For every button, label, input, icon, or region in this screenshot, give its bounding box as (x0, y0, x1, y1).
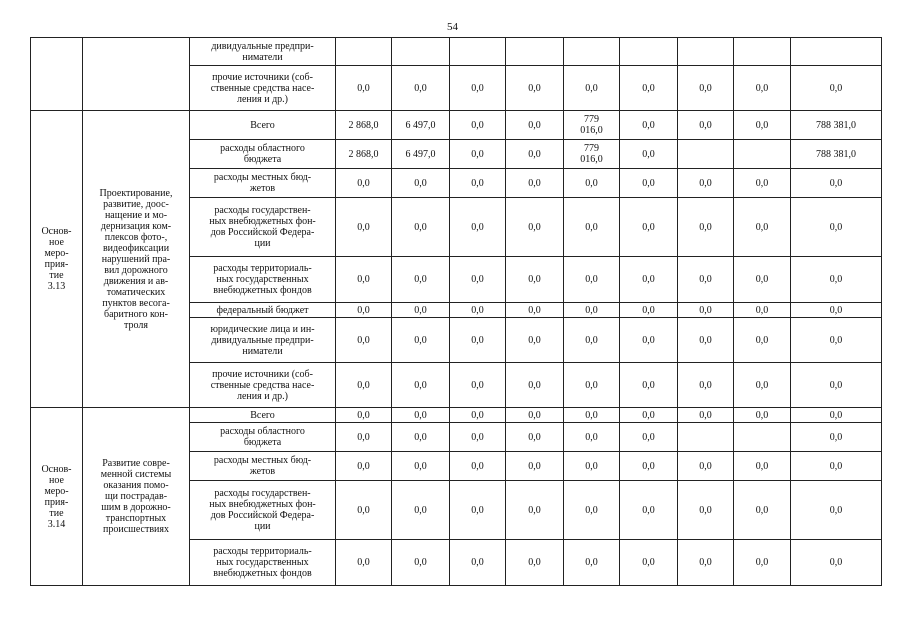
value-cell: 0,0 (734, 540, 791, 586)
value-cell: 0,0 (450, 318, 506, 363)
value-cell: 0,0 (336, 452, 392, 481)
value-cell: 0,0 (620, 257, 678, 303)
value-cell: 0,0 (336, 257, 392, 303)
value-cell: 0,0 (620, 111, 678, 140)
value-cell: 0,0 (506, 540, 564, 586)
value-cell: 0,0 (678, 481, 734, 540)
value-cell: 0,0 (392, 540, 450, 586)
value-cell: 0,0 (791, 257, 882, 303)
value-cell: 0,0 (734, 169, 791, 198)
value-cell: 0,0 (564, 540, 620, 586)
value-cell (678, 38, 734, 66)
funding-source-cell: прочие источники (соб- ственные средства насе- ления и др.) (190, 363, 336, 408)
value-cell: 0,0 (620, 303, 678, 318)
value-cell (450, 38, 506, 66)
value-cell: 788 381,0 (791, 140, 882, 169)
value-cell: 0,0 (450, 540, 506, 586)
value-cell: 0,0 (450, 198, 506, 257)
value-cell (678, 423, 734, 452)
value-cell: 779 016,0 (564, 111, 620, 140)
value-cell: 0,0 (506, 257, 564, 303)
value-cell: 2 868,0 (336, 111, 392, 140)
value-cell: 0,0 (564, 198, 620, 257)
table-row (31, 408, 882, 423)
value-cell: 0,0 (678, 452, 734, 481)
value-cell: 0,0 (564, 452, 620, 481)
description-cell: Развитие совре- менной системы оказания помо- щи пострадав- шим в дорожно- транспортных происшествиях (83, 408, 190, 586)
value-cell: 0,0 (506, 318, 564, 363)
page-number: 54 (447, 21, 458, 33)
value-cell (392, 38, 450, 66)
value-cell: 0,0 (450, 111, 506, 140)
value-cell: 0,0 (791, 169, 882, 198)
value-cell: 0,0 (336, 540, 392, 586)
value-cell: 0,0 (620, 408, 678, 423)
value-cell: 0,0 (392, 303, 450, 318)
value-cell (734, 38, 791, 66)
value-cell: 0,0 (450, 452, 506, 481)
value-cell: 0,0 (392, 318, 450, 363)
value-cell: 0,0 (791, 303, 882, 318)
value-cell: 0,0 (506, 452, 564, 481)
value-cell: 0,0 (336, 481, 392, 540)
value-cell: 6 497,0 (392, 140, 450, 169)
value-cell: 0,0 (791, 481, 882, 540)
value-cell: 0,0 (564, 481, 620, 540)
value-cell (791, 38, 882, 66)
value-cell: 0,0 (392, 423, 450, 452)
value-cell: 0,0 (678, 540, 734, 586)
funding-source-cell: расходы государствен- ных внебюджетных фон- дов Российской Федера- ции (190, 481, 336, 540)
value-cell: 0,0 (620, 481, 678, 540)
value-cell: 0,0 (734, 363, 791, 408)
funding-source-cell: расходы местных бюд- жетов (190, 169, 336, 198)
value-cell: 0,0 (564, 363, 620, 408)
funding-source-cell: расходы местных бюд- жетов (190, 452, 336, 481)
value-cell: 0,0 (620, 169, 678, 198)
value-cell: 0,0 (734, 198, 791, 257)
value-cell: 0,0 (734, 66, 791, 111)
value-cell: 0,0 (620, 140, 678, 169)
table-row (31, 111, 882, 140)
value-cell: 0,0 (450, 363, 506, 408)
value-cell: 0,0 (678, 363, 734, 408)
value-cell: 0,0 (392, 363, 450, 408)
value-cell (620, 38, 678, 66)
value-cell: 0,0 (336, 363, 392, 408)
funding-source-cell: Всего (190, 111, 336, 140)
value-cell: 0,0 (620, 423, 678, 452)
value-cell: 0,0 (450, 169, 506, 198)
value-cell: 0,0 (678, 318, 734, 363)
funding-source-cell: расходы территориаль- ных государственных внебюджетных фондов (190, 540, 336, 586)
budget-table (30, 37, 882, 586)
value-cell: 0,0 (506, 66, 564, 111)
value-cell: 0,0 (564, 169, 620, 198)
value-cell: 0,0 (450, 257, 506, 303)
value-cell: 0,0 (620, 66, 678, 111)
value-cell: 0,0 (392, 169, 450, 198)
table-row (31, 38, 882, 66)
value-cell: 0,0 (791, 198, 882, 257)
measure-cell (31, 38, 83, 111)
value-cell: 0,0 (506, 169, 564, 198)
measure-cell: Основ- ное меро- прия- тие 3.13 (31, 111, 83, 408)
value-cell: 0,0 (506, 363, 564, 408)
value-cell: 6 497,0 (392, 111, 450, 140)
value-cell: 0,0 (678, 66, 734, 111)
value-cell: 0,0 (791, 452, 882, 481)
value-cell: 0,0 (392, 408, 450, 423)
value-cell: 0,0 (734, 257, 791, 303)
value-cell: 0,0 (450, 408, 506, 423)
value-cell: 0,0 (392, 452, 450, 481)
value-cell: 0,0 (620, 540, 678, 586)
funding-source-cell: расходы территориаль- ных государственных внебюджетных фондов (190, 257, 336, 303)
value-cell: 0,0 (620, 363, 678, 408)
value-cell: 0,0 (392, 198, 450, 257)
value-cell: 0,0 (678, 111, 734, 140)
measure-cell: Основ- ное меро- прия- тие 3.14 (31, 408, 83, 586)
value-cell: 0,0 (678, 408, 734, 423)
value-cell: 0,0 (336, 408, 392, 423)
value-cell: 0,0 (791, 318, 882, 363)
value-cell: 0,0 (564, 66, 620, 111)
funding-source-cell: юридические лица и ин- дивидуальные предпри- ниматели (190, 318, 336, 363)
value-cell (336, 38, 392, 66)
value-cell: 0,0 (336, 318, 392, 363)
value-cell: 0,0 (450, 481, 506, 540)
value-cell: 0,0 (336, 66, 392, 111)
value-cell: 0,0 (506, 423, 564, 452)
value-cell: 0,0 (678, 303, 734, 318)
value-cell: 0,0 (791, 363, 882, 408)
value-cell: 0,0 (336, 169, 392, 198)
value-cell: 0,0 (506, 481, 564, 540)
value-cell: 0,0 (506, 408, 564, 423)
funding-source-cell: расходы областного бюджета (190, 423, 336, 452)
funding-source-cell: расходы государствен- ных внебюджетных фон- дов Российской Федера- ции (190, 198, 336, 257)
value-cell: 0,0 (564, 408, 620, 423)
value-cell: 0,0 (791, 540, 882, 586)
funding-source-cell: расходы областного бюджета (190, 140, 336, 169)
value-cell: 0,0 (336, 423, 392, 452)
value-cell (564, 38, 620, 66)
value-cell: 0,0 (392, 481, 450, 540)
value-cell: 0,0 (734, 481, 791, 540)
description-cell (83, 38, 190, 111)
value-cell: 0,0 (678, 169, 734, 198)
value-cell: 0,0 (336, 303, 392, 318)
value-cell: 0,0 (734, 303, 791, 318)
value-cell: 0,0 (791, 408, 882, 423)
value-cell: 0,0 (506, 111, 564, 140)
value-cell: 0,0 (450, 140, 506, 169)
value-cell: 0,0 (564, 257, 620, 303)
value-cell: 0,0 (678, 198, 734, 257)
value-cell: 0,0 (392, 66, 450, 111)
value-cell (506, 38, 564, 66)
value-cell: 0,0 (450, 423, 506, 452)
value-cell: 0,0 (506, 198, 564, 257)
value-cell: 0,0 (392, 257, 450, 303)
value-cell: 2 868,0 (336, 140, 392, 169)
funding-source-cell: федеральный бюджет (190, 303, 336, 318)
value-cell: 0,0 (678, 257, 734, 303)
value-cell: 0,0 (506, 140, 564, 169)
funding-source-cell: прочие источники (соб- ственные средства насе- ления и др.) (190, 66, 336, 111)
value-cell: 0,0 (564, 423, 620, 452)
value-cell (734, 140, 791, 169)
value-cell: 0,0 (620, 452, 678, 481)
value-cell: 779 016,0 (564, 140, 620, 169)
value-cell: 0,0 (791, 66, 882, 111)
value-cell: 0,0 (450, 303, 506, 318)
value-cell: 0,0 (564, 303, 620, 318)
value-cell (734, 423, 791, 452)
value-cell: 0,0 (791, 423, 882, 452)
value-cell: 0,0 (734, 452, 791, 481)
value-cell: 788 381,0 (791, 111, 882, 140)
value-cell: 0,0 (336, 198, 392, 257)
value-cell: 0,0 (450, 66, 506, 111)
value-cell: 0,0 (506, 303, 564, 318)
funding-source-cell: Всего (190, 408, 336, 423)
funding-source-cell: дивидуальные предпри- ниматели (190, 38, 336, 66)
description-cell: Проектирование, развитие, доос- нащение и мо- дернизация ком- плексов фото-, видеофиксации нарушений пра- вил дорожного движения и ав- томатических пунктов весога- баритного кон- троля (83, 111, 190, 408)
value-cell (678, 140, 734, 169)
value-cell: 0,0 (734, 318, 791, 363)
value-cell: 0,0 (620, 318, 678, 363)
value-cell: 0,0 (620, 198, 678, 257)
value-cell: 0,0 (734, 408, 791, 423)
value-cell: 0,0 (734, 111, 791, 140)
value-cell: 0,0 (564, 318, 620, 363)
